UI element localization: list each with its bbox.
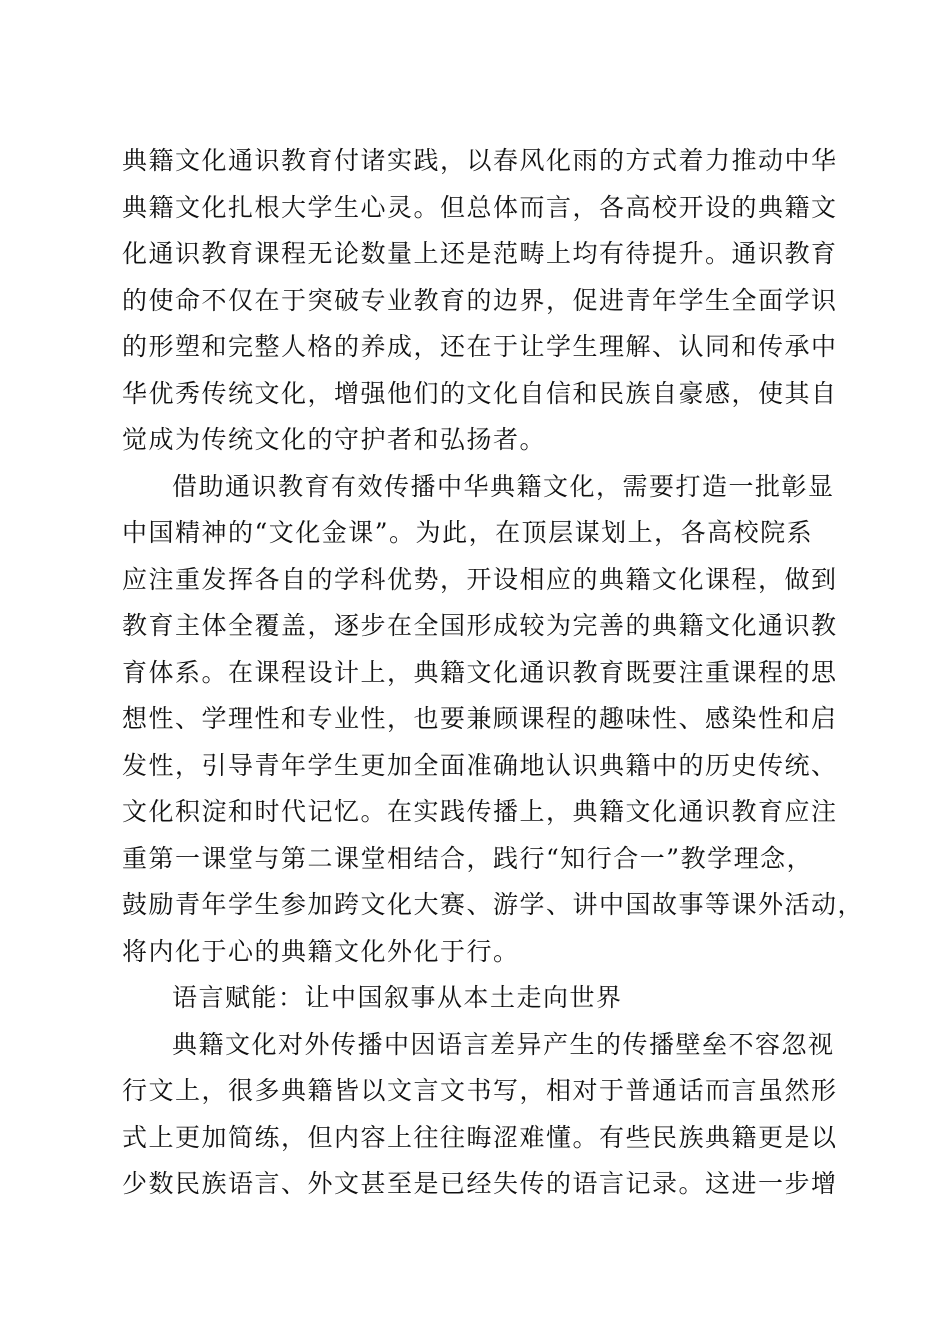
text-line: 行文上，很多典籍皆以文言文书写，相对于普通话而言虽然形 — [122, 1076, 838, 1105]
section-heading: 语言赋能：让中国叙事从本土走向世界 — [172, 983, 623, 1012]
text-line: 应注重发挥各自的学科优势，开设相应的典籍文化课程，做到 — [122, 564, 838, 594]
text-line: 典籍文化通识教育付诸实践，以春风化雨的方式着力推动中华 — [122, 146, 838, 175]
paragraph-start-line: 典籍文化对外传播中因语言差异产生的传播壁垒不容忽视 — [172, 1029, 835, 1059]
text-line: 育体系。在课程设计上，典籍文化通识教育既要注重课程的思 — [122, 657, 838, 687]
text-line: 中国精神的“文化金课”。为此，在顶层谋划上，各高校院系 — [122, 518, 814, 547]
text-line: 鼓励青年学生参加跨文化大赛、游学、讲中国故事等课外活动， — [122, 890, 865, 919]
text-line: 发性，引导青年学生更加全面准确地认识典籍中的历史传统、 — [122, 750, 838, 780]
text-line: 觉成为传统文化的守护者和弘扬者。 — [122, 425, 547, 454]
text-line: 将内化于心的典籍文化外化于行。 — [122, 936, 520, 966]
paragraph-start-line: 借助通识教育有效传播中华典籍文化，需要打造一批彰显 — [172, 471, 835, 501]
text-line: 化通识教育课程无论数量上还是范畴上均有待提升。通识教育 — [122, 239, 838, 268]
text-line: 文化积淀和时代记忆。在实践传播上，典籍文化通识教育应注 — [122, 797, 838, 826]
text-line: 式上更加简练，但内容上往往晦涩难懂。有些民族典籍更是以 — [122, 1122, 838, 1152]
text-line: 华优秀传统文化，增强他们的文化自信和民族自豪感，使其自 — [122, 378, 838, 408]
body-text — [122, 138, 865, 1208]
text-line: 教育主体全覆盖，逐步在全国形成较为完善的典籍文化通识教 — [122, 611, 838, 640]
text-line: 想性、学理性和专业性，也要兼顾课程的趣味性、感染性和启 — [122, 704, 838, 733]
text-line: 少数民族语言、外文甚至是已经失传的语言记录。这进一步增 — [122, 1169, 838, 1198]
text-line: 的形塑和完整人格的养成，还在于让学生理解、认同和传承中 — [122, 332, 838, 361]
text-line: 的使命不仅在于突破专业教育的边界，促进青年学生全面学识 — [122, 285, 838, 315]
text-line: 重第一课堂与第二课堂相结合，践行“知行合一”教学理念， — [122, 843, 814, 873]
text-line: 典籍文化扎根大学生心灵。但总体而言，各高校开设的典籍文 — [122, 192, 838, 222]
